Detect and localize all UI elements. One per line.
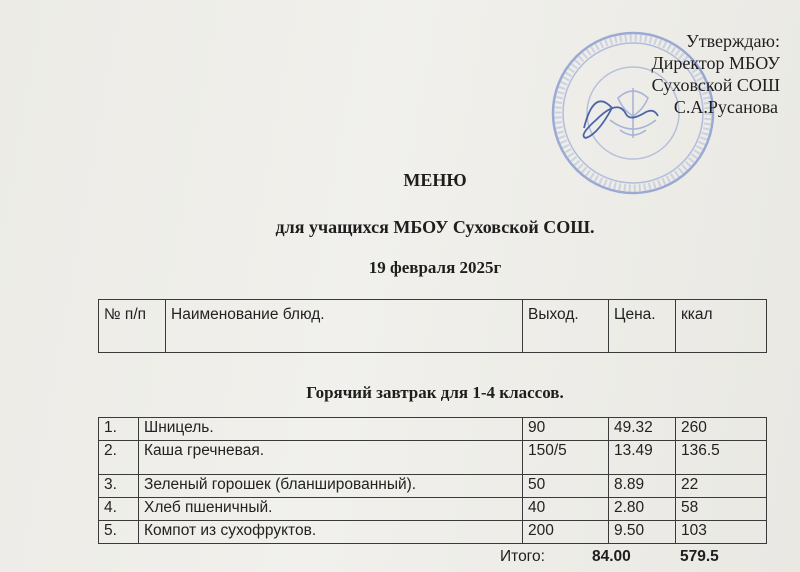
row-number: 2. [99, 441, 139, 475]
row-kcal: 58 [676, 498, 767, 521]
row-yield: 40 [523, 498, 609, 521]
approval-position: Директор МБОУ [651, 53, 780, 73]
row-kcal: 260 [676, 418, 767, 441]
row-price: 49.32 [609, 418, 676, 441]
row-dish: Шницель. [139, 418, 523, 441]
row-price: 2.80 [609, 498, 676, 521]
row-dish: Каша гречневая. [139, 441, 523, 475]
menu-date: 19 февраля 2025г [368, 258, 502, 277]
menu-table [98, 417, 767, 544]
table-row [99, 521, 767, 544]
column-price: Цена. [609, 300, 676, 353]
column-name: Наименование блюд. [166, 300, 523, 353]
total-kcal: 579.5 [680, 548, 719, 565]
table-row [99, 441, 767, 475]
row-kcal: 136.5 [676, 441, 767, 475]
row-yield: 90 [523, 418, 609, 441]
row-number: 1. [99, 418, 139, 441]
table-row [99, 498, 767, 521]
row-yield: 150/5 [523, 441, 609, 475]
approval-school: Суховской СОШ [651, 75, 780, 95]
page-subtitle: для учащихся МБОУ Суховской СОШ. [275, 217, 595, 237]
row-dish: Компот из сухофруктов. [139, 521, 523, 544]
row-price: 9.50 [609, 521, 676, 544]
row-number: 5. [99, 521, 139, 544]
approval-block [600, 30, 780, 118]
column-number: № п/п [99, 300, 166, 353]
row-number: 3. [99, 475, 139, 498]
table-row [99, 475, 767, 498]
row-price: 13.49 [609, 441, 676, 475]
header-table [98, 299, 767, 353]
approval-signatory: С.А.Русанова [673, 97, 778, 117]
column-yield: Выход. [523, 300, 609, 353]
total-price: 84.00 [592, 548, 631, 565]
row-number: 4. [99, 498, 139, 521]
header-row [99, 300, 767, 353]
row-price: 8.89 [609, 475, 676, 498]
row-yield: 50 [523, 475, 609, 498]
row-dish: Хлеб пшеничный. [139, 498, 523, 521]
page-title: МЕНЮ [403, 170, 467, 190]
row-dish: Зеленый горошек (бланшированный). [139, 475, 523, 498]
row-kcal: 103 [676, 521, 767, 544]
approval-heading: Утверждаю: [685, 31, 780, 51]
table-row [99, 418, 767, 441]
total-label: Итого: [500, 548, 545, 565]
section-title: Горячий завтрак для 1-4 классов. [306, 383, 564, 402]
row-yield: 200 [523, 521, 609, 544]
column-kcal: ккал [676, 300, 767, 353]
row-kcal: 22 [676, 475, 767, 498]
